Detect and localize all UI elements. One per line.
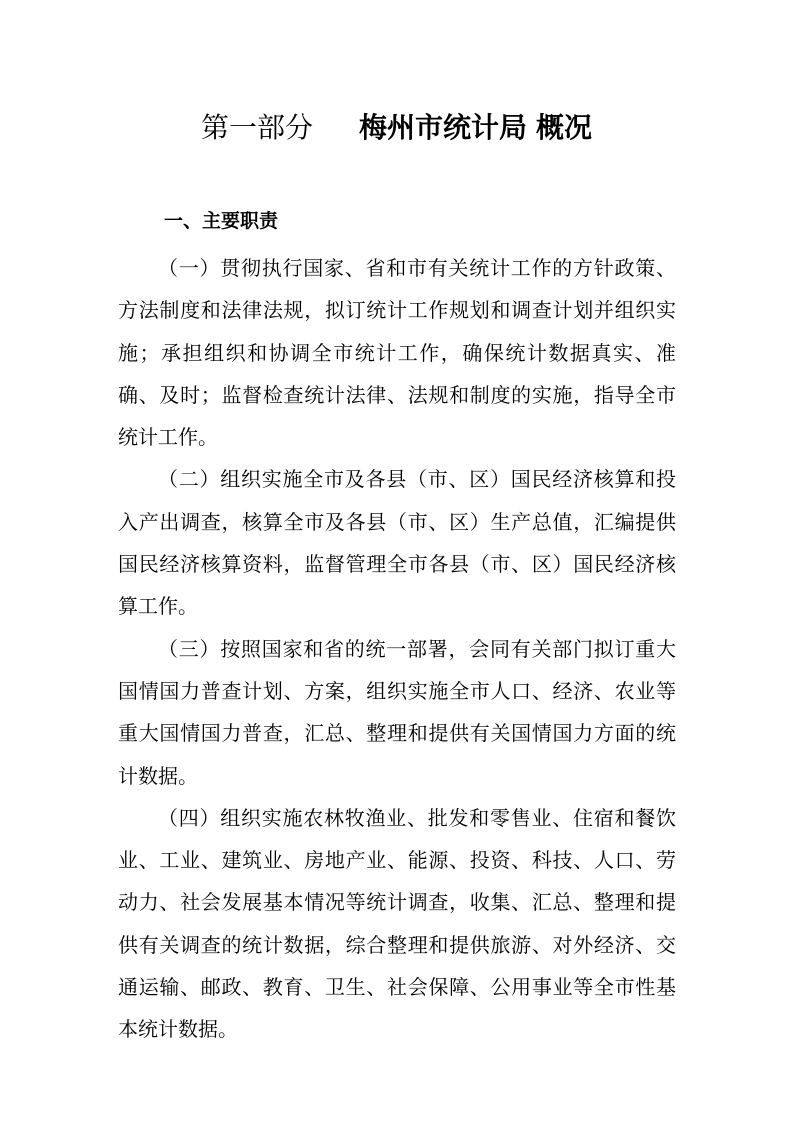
title-overview: 概况	[535, 111, 592, 144]
paragraph-2: （二）组织实施全市及各县（市、区）国民经济核算和投入产出调查，核算全市及各县（市、区）生产总值，汇编提供国民经济核算资料，监督管理全市各县（市、区）国民经济核算工作。	[118, 467, 676, 619]
document-body	[118, 247, 676, 1051]
title-part-label: 第一部分	[201, 111, 314, 144]
title-agency-name: 梅州市统计局	[359, 111, 528, 144]
page-title	[0, 108, 793, 148]
section-heading: 一、主要职责	[164, 210, 279, 232]
paragraph-1: （一）贯彻执行国家、省和市有关统计工作的方针政策、方法制度和法律法规，拟订统计工作规划和调查计划并组织实施；承担组织和协调全市统计工作，确保统计数据真实、准确、及时；监督检查统计法律、法规和制度的实施，指导全市统计工作。	[118, 256, 676, 450]
paragraph-3: （三）按照国家和省的统一部署，会同有关部门拟订重大国情国力普查计划、方案，组织实施全市人口、经济、农业等重大国情国力普查，汇总、整理和提供有关国情国力方面的统计数据。	[118, 636, 676, 788]
paragraph-4: （四）组织实施农林牧渔业、批发和零售业、住宿和餐饮业、工业、建筑业、房地产业、能源、投资、科技、人口、劳动力、社会发展基本情况等统计调查，收集、汇总、整理和提供有关调查的统计数据，综合整理和提供旅游、对外经济、交通运输、邮政、教育、卫生、社会保障、公用事业等全市性基本统计数据。	[118, 805, 676, 1042]
